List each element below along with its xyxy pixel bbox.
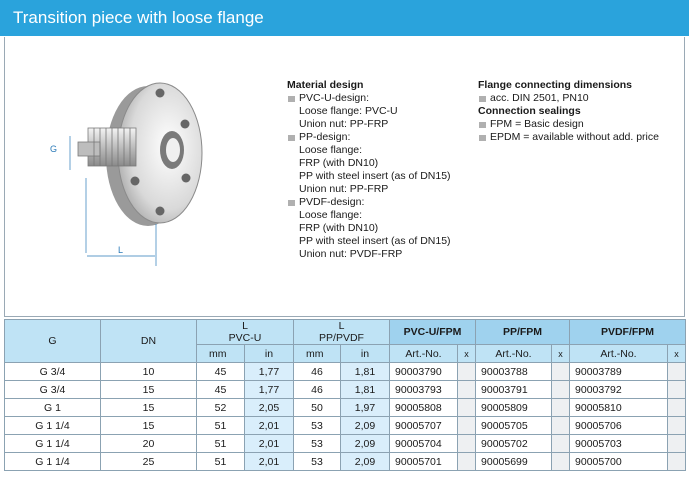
material-group-line: Union nut: PP-FRP [299,118,389,130]
cell-a3: 90005700 [570,453,668,471]
title-bar [0,0,689,36]
table-row [5,453,686,471]
cell-mm1: 51 [197,417,245,435]
header-l-label: L [242,320,248,332]
cell-mm2: 46 [294,381,341,399]
material-group-line: Loose flange: [299,209,363,221]
header-artno: Art.-No. [476,345,552,363]
header-artno: Art.-No. [390,345,458,363]
cell-g: G 3/4 [5,363,101,381]
cell-in1: 2,01 [245,417,294,435]
header-pvcu-label: PVC-U [228,332,262,344]
cell-g: G 1 [5,399,101,417]
cell-in1: 1,77 [245,381,294,399]
header-length-pppvdf [294,320,390,345]
header-dn: DN [101,320,197,363]
header-mm: mm [197,345,245,363]
cell-mm2: 46 [294,363,341,381]
cell-a1: 90005701 [390,453,458,471]
sealing-heading: Connection sealings [478,105,581,117]
material-group-line: PP with steel insert (as of DN15) [299,235,451,247]
cell-mm2: 50 [294,399,341,417]
cell-mm2: 53 [294,417,341,435]
cell-empty [552,453,570,471]
cell-a2: 90003791 [476,381,552,399]
material-design-section [287,79,451,261]
cell-empty [552,381,570,399]
cell-empty [552,363,570,381]
table-row [5,399,686,417]
header-mm: mm [294,345,341,363]
cell-a3: 90003789 [570,363,668,381]
page-title: Transition piece with loose flange [13,8,264,27]
cell-empty [458,381,476,399]
cell-empty [458,363,476,381]
header-pppvdf-label: PP/PVDF [319,332,364,344]
table-body [5,363,686,471]
material-group-line: PP with steel insert (as of DN15) [299,170,451,182]
cell-a2: 90005705 [476,417,552,435]
header-in: in [245,345,294,363]
cell-empty [458,417,476,435]
cell-a2: 90005809 [476,399,552,417]
header-group-pp-fpm: PP/FPM [476,320,570,345]
material-group-title: PVDF-design: [287,196,451,209]
cell-a1: 90005808 [390,399,458,417]
cell-empty [668,381,686,399]
table-row [5,381,686,399]
cell-in2: 2,09 [341,453,390,471]
cell-in1: 2,01 [245,435,294,453]
sealing-item: FPM = Basic design [478,118,659,131]
cell-in2: 1,81 [341,363,390,381]
header-in: in [341,345,390,363]
cell-empty [668,453,686,471]
cell-mm1: 51 [197,435,245,453]
cell-g: G 3/4 [5,381,101,399]
cell-dn: 15 [101,417,197,435]
material-group-line: FRP (with DN10) [299,157,379,169]
cell-empty [668,417,686,435]
cell-in2: 2,09 [341,417,390,435]
header-length-pvcu [197,320,294,345]
flange-heading: Flange connecting dimensions [478,79,633,91]
material-group-line: Union nut: PVDF-FRP [299,248,403,260]
cell-a3: 90003792 [570,381,668,399]
cell-empty [552,417,570,435]
header-x: x [668,345,686,363]
cell-g: G 1 1/4 [5,417,101,435]
cell-in2: 2,09 [341,435,390,453]
cell-mm2: 53 [294,453,341,471]
header-group-pvdf-fpm: PVDF/FPM [570,320,686,345]
cell-in2: 1,97 [341,399,390,417]
cell-dn: 20 [101,435,197,453]
table-row [5,417,686,435]
cell-a2: 90005699 [476,453,552,471]
cell-mm1: 45 [197,363,245,381]
header-g: G [5,320,101,363]
cell-empty [458,435,476,453]
cell-empty [552,435,570,453]
material-group-line: Union nut: PP-FRP [299,183,389,195]
cell-a2: 90003788 [476,363,552,381]
cell-a1: 90003793 [390,381,458,399]
header-group-pvcu-fpm: PVC-U/FPM [390,320,476,345]
sealing-item: EPDM = available without add. price [478,131,659,144]
cell-a3: 90005810 [570,399,668,417]
cell-empty [552,399,570,417]
dimension-g-label: G [50,144,58,154]
table-row [5,363,686,381]
flange-item: acc. DIN 2501, PN10 [478,92,659,105]
material-group-title: PP-design: [287,131,451,144]
cell-a3: 90005703 [570,435,668,453]
cell-empty [458,453,476,471]
material-design-heading: Material design [287,79,364,91]
cell-dn: 15 [101,381,197,399]
cell-in1: 1,77 [245,363,294,381]
cell-in2: 1,81 [341,381,390,399]
cell-g: G 1 1/4 [5,435,101,453]
cell-empty [668,435,686,453]
material-group-line: FRP (with DN10) [299,222,379,234]
cell-mm1: 52 [197,399,245,417]
cell-in1: 2,05 [245,399,294,417]
header-x: x [552,345,570,363]
table-row [5,435,686,453]
cell-dn: 10 [101,363,197,381]
cell-dn: 15 [101,399,197,417]
cell-a2: 90005702 [476,435,552,453]
header-x: x [458,345,476,363]
cell-mm2: 53 [294,435,341,453]
cell-a3: 90005706 [570,417,668,435]
dimension-l-label: L [118,245,124,255]
cell-empty [668,363,686,381]
cell-a1: 90003790 [390,363,458,381]
cell-a1: 90005704 [390,435,458,453]
cell-mm1: 45 [197,381,245,399]
material-group-line: Loose flange: [299,144,363,156]
cell-a1: 90005707 [390,417,458,435]
material-group-line: Loose flange: PVC-U [299,105,398,117]
header-l-label: L [338,320,345,332]
material-group-title: PVC-U-design: [287,92,451,105]
header-artno: Art.-No. [570,345,668,363]
cell-g: G 1 1/4 [5,453,101,471]
cell-empty [458,399,476,417]
flange-illustration-icon [40,48,245,268]
cell-empty [668,399,686,417]
cell-dn: 25 [101,453,197,471]
cell-mm1: 51 [197,453,245,471]
cell-in1: 2,01 [245,453,294,471]
article-table [4,319,686,471]
flange-and-sealing-section [478,79,659,144]
